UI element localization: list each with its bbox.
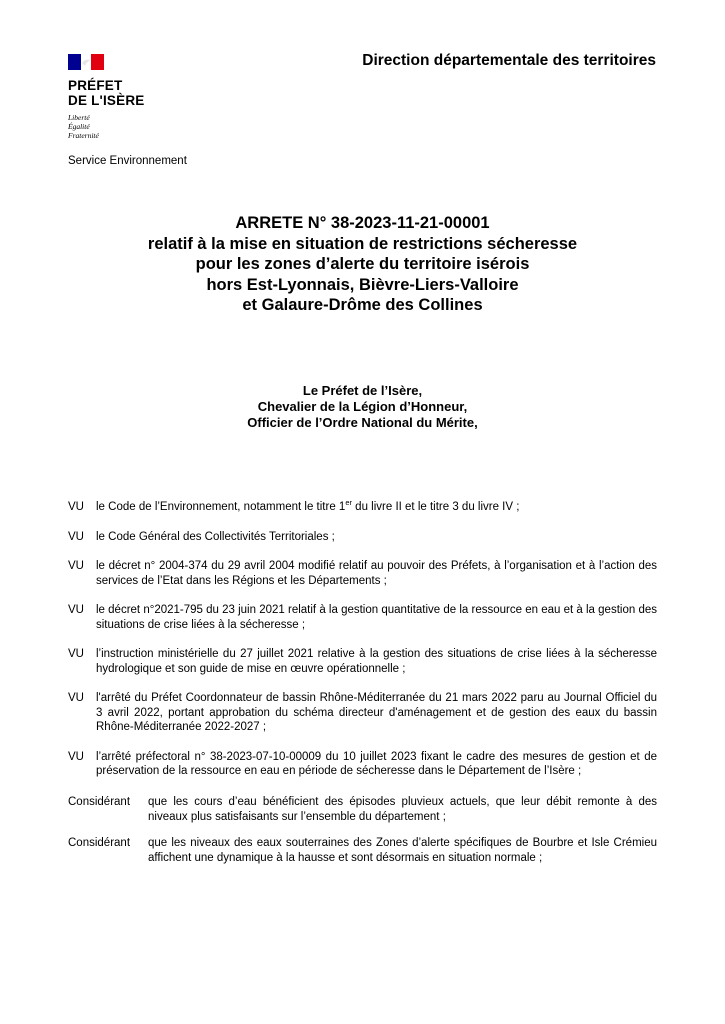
vu-text: le décret n°2021-795 du 23 juin 2021 relatif à la gestion quantitative de la ressource en eau et à la gestion des situations de crise liées à la sécheresse ; xyxy=(96,604,657,631)
vu-text: l’arrêté préfectoral n° 38-2023-07-10-00009 du 10 juillet 2023 fixant le cadre des mesures de gestion et de préservation de la ressource en eau en période de sécheresse dans le Département de l’Isère ; xyxy=(96,750,657,777)
vu-item xyxy=(68,530,657,545)
title-line-4: hors Est-Lyonnais, Bièvre-Liers-Valloire xyxy=(206,275,519,294)
prefet-signatory-block xyxy=(68,383,657,431)
considerant-item xyxy=(68,836,657,865)
vu-text: le décret n° 2004-374 du 29 avril 2004 modifié relatif au pouvoir des Préfets, à l’organisation et à l’action des services de l’Etat dans les Régions et les Départements ; xyxy=(96,560,657,587)
title-line-1: ARRETE N° 38-2023-11-21-00001 xyxy=(235,214,490,232)
prefet-line-2: Chevalier de la Légion d’Honneur, xyxy=(257,399,468,414)
considerant-text: que les niveaux des eaux souterraines des Zones d’alerte spécifiques de Bourbre et Isle Crémieu affichent une dynamique à la hausse et sont désormais en situation normale ; xyxy=(148,837,657,864)
considerant-list xyxy=(68,795,657,877)
vu-label: VU xyxy=(68,501,84,513)
motto-egalite: Égalité xyxy=(68,122,90,131)
motto xyxy=(68,113,178,140)
prefet-line-1: Le Préfet de l’Isère, xyxy=(302,383,423,398)
prefet-name-line1: PRÉFET xyxy=(68,78,123,93)
vu-item xyxy=(68,500,657,515)
vu-label: VU xyxy=(68,530,84,543)
considerant-label: Considérant xyxy=(68,796,131,808)
vu-item xyxy=(68,750,657,779)
considerant-label: Considérant xyxy=(68,837,131,849)
title-line-5: et Galaure-Drôme des Collines xyxy=(242,296,483,314)
motto-liberte: Liberté xyxy=(68,113,90,122)
prefecture-logo xyxy=(68,54,178,140)
vu-item xyxy=(68,647,657,676)
prefet-line-3: Officier de l’Ordre National du Mérite, xyxy=(247,415,478,430)
title-line-2: relatif à la mise en situation de restrictions sécheresse xyxy=(147,234,578,253)
arrete-title xyxy=(68,213,657,316)
direction-heading: Direction départementale des territoires xyxy=(362,52,656,69)
vu-item xyxy=(68,603,657,632)
motto-fraternite: Fraternité xyxy=(68,131,99,140)
marianne-flag-icon xyxy=(68,54,104,70)
prefet-name-line2: DE L'ISÈRE xyxy=(68,93,145,108)
vu-label: VU xyxy=(68,560,84,572)
vu-item xyxy=(68,691,657,735)
considerant-text: que les cours d’eau bénéficient des épisodes pluvieux actuels, que leur débit remonte à des niveaux plus satisfaisants sur l’ensemble du département ; xyxy=(148,796,657,823)
vu-text: le Code Général des Collectivités Territoriales ; xyxy=(96,530,335,543)
considerant-item xyxy=(68,795,657,824)
vu-label: VU xyxy=(68,692,84,704)
vu-item xyxy=(68,559,657,588)
vu-label: VU xyxy=(68,604,84,616)
vu-text: le Code de l’Environnement, notamment le titre 1er du livre II et le titre 3 du livre IV ; xyxy=(96,498,520,513)
vu-text: l’instruction ministérielle du 27 juillet 2021 relative à la gestion des situations de crise liées à la sécheresse hydrologique et son guide de mise en œuvre opérationnelle ; xyxy=(96,648,657,675)
vu-text: l'arrêté du Préfet Coordonnateur de bassin Rhône-Méditerranée du 21 mars 2022 paru au Journal Officiel du 3 avril 2022, portant approbation du schéma directeur d'aménagement et de gestion des eaux du bassin Rhône-Méditerranée 2022-2027 ; xyxy=(96,692,657,733)
title-line-3: pour les zones d’alerte du territoire isérois xyxy=(195,255,530,273)
vu-label: VU xyxy=(68,648,84,660)
service-name: Service Environnement xyxy=(68,155,187,167)
vu-list xyxy=(68,500,657,794)
vu-label: VU xyxy=(68,750,84,763)
